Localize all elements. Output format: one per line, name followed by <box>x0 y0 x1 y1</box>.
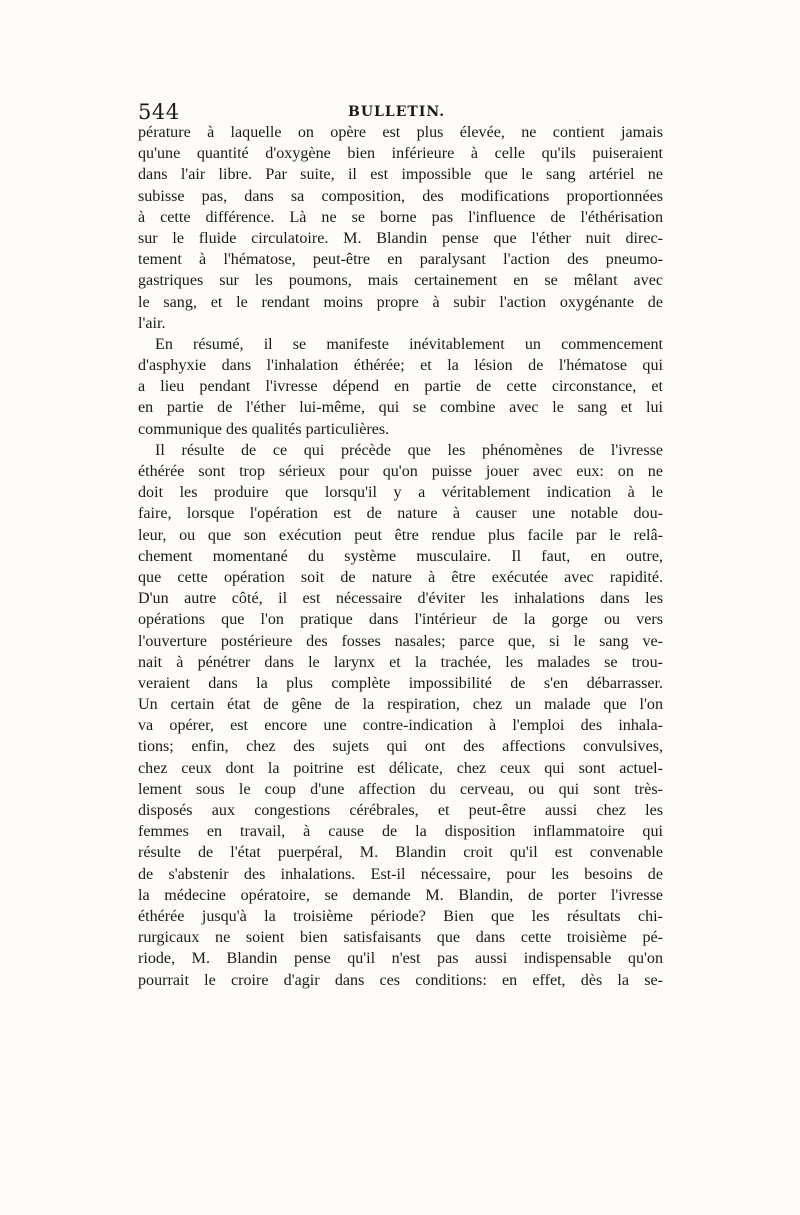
paragraph-start-line: En résumé, il se manifeste inévitablement un commencement <box>155 335 663 353</box>
text-line: tement à l'hématose, peut-être en paralysant l'action des pneumo- <box>138 251 663 269</box>
text-line: leur, ou que son exécution peut être rendue plus facile par le relâ- <box>138 526 663 544</box>
text-line: gastriques sur les poumons, mais certainement en se mêlant avec <box>138 272 663 290</box>
text-line: de s'abstenir des inhalations. Est-il nécessaire, pour les besoins de <box>138 865 663 883</box>
text-line: à cette différence. Là ne se borne pas l'influence de l'éthérisation <box>138 208 663 226</box>
text-line: nait à pénétrer dans le larynx et la trachée, les malades se trou- <box>138 653 663 671</box>
text-line: va opérer, est encore une contre-indication à l'emploi des inhala- <box>138 717 663 735</box>
text-line: rurgicaux ne soient bien satisfaisants que dans cette troisième pé- <box>138 929 663 947</box>
text-line: éthérée sont trop sérieux pour qu'on puisse jouer avec eux: on ne <box>138 463 663 480</box>
text-line: qu'une quantité d'oxygène bien inférieure à celle qu'ils puiseraient <box>138 145 663 163</box>
text-line: tions; enfin, chez des sujets qui ont des affections convulsives, <box>138 738 663 756</box>
text-line: riode, M. Blandin pense qu'il n'est pas aussi indispensable qu'on <box>138 950 663 968</box>
text-line: résulte de l'état puerpéral, M. Blandin croit qu'il est convenable <box>138 844 663 862</box>
text-line: chement momentané du système musculaire. Il faut, en outre, <box>138 547 663 565</box>
text-line: le sang, et le rendant moins propre à subir l'action oxygénante de <box>138 293 663 311</box>
text-line: a lieu pendant l'ivresse dépend en partie de cette circonstance, et <box>138 378 663 396</box>
text-line: dans l'air libre. Par suite, il est impossible que le sang artériel ne <box>138 166 663 184</box>
page-number: 544 <box>138 100 180 124</box>
text-line: en partie de l'éther lui-même, qui se combine avec le sang et lui <box>138 399 663 417</box>
text-line: l'ouverture postérieure des fosses nasales; parce que, si le sang ve- <box>138 632 663 650</box>
text-line: faire, lorsque l'opération est de nature à causer une notable dou- <box>138 505 663 523</box>
text-line: Un certain état de gêne de la respiration, chez un malade que l'on <box>138 696 663 714</box>
text-line: sur le fluide circulatoire. M. Blandin pense que l'éther nuit direc- <box>138 229 663 247</box>
text-line: lement sous le coup d'une affection du cerveau, ou qui sont très- <box>138 780 663 798</box>
text-line: que cette opération soit de nature à être exécutée avec rapidité. <box>138 568 663 586</box>
text-line: pourrait le croire d'agir dans ces conditions: en effet, dès la se- <box>138 971 663 989</box>
text-line: veraient dans la plus complète impossibilité de s'en débarrasser. <box>138 674 663 692</box>
text-line: d'asphyxie dans l'inhalation éthérée; et la lésion de l'hématose qui <box>138 357 663 375</box>
text-line: disposés aux congestions cérébrales, et peut-être aussi chez les <box>138 802 663 819</box>
text-line: chez ceux dont la poitrine est délicate, chez ceux qui sont actuel- <box>138 759 663 777</box>
text-line: doit les produire que lorsqu'il y a véritablement indication à le <box>138 484 663 502</box>
text-line: opérations que l'on pratique dans l'intérieur de la gorge ou vers <box>138 611 663 629</box>
text-line: l'air. <box>138 314 166 332</box>
text-line: pérature à laquelle on opère est plus élevée, ne contient jamais <box>138 124 663 141</box>
text-line: femmes en travail, à cause de la disposition inflammatoire qui <box>138 823 663 841</box>
text-line: subisse pas, dans sa composition, des modifications proportionnées <box>138 187 663 205</box>
text-line: la médecine opératoire, se demande M. Blandin, de porter l'ivresse <box>138 886 663 904</box>
running-head: BULLETIN. <box>348 104 446 120</box>
text-line: éthérée jusqu'à la troisième période? Bien que les résultats chi- <box>138 907 663 925</box>
body-text <box>138 122 663 991</box>
paragraph-start-line: Il résulte de ce qui précède que les phénomènes de l'ivresse <box>155 441 663 459</box>
text-line: D'un autre côté, il est nécessaire d'éviter les inhalations dans les <box>138 590 663 608</box>
text-line: communique des qualités particulières. <box>138 420 390 438</box>
